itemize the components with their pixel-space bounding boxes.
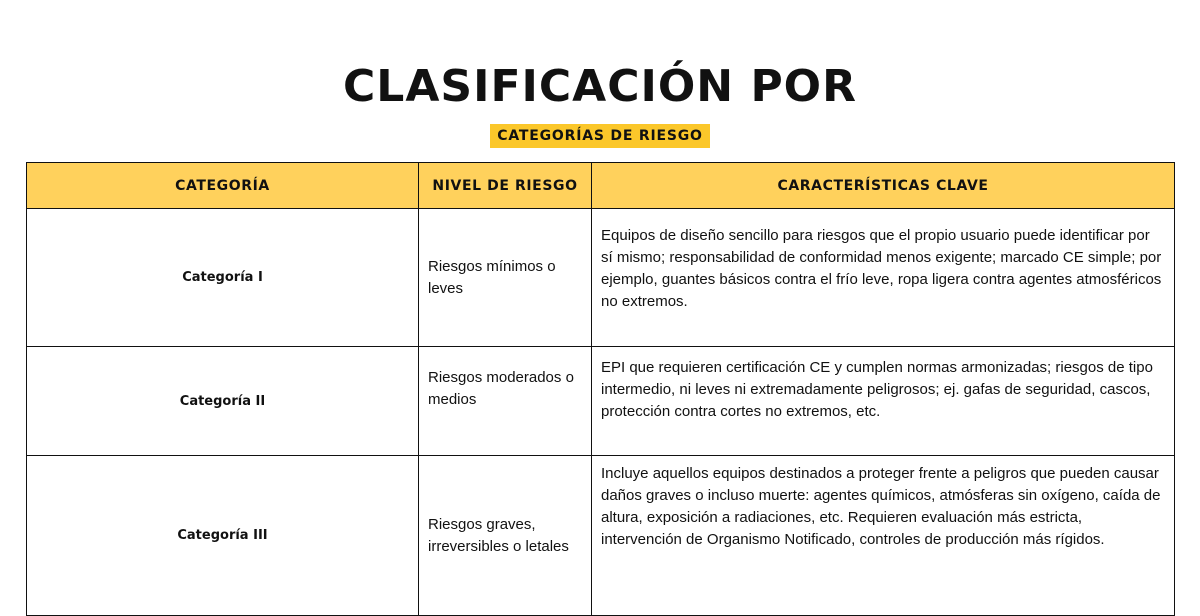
subtitle-badge: CATEGORÍAS DE RIESGO	[490, 124, 709, 148]
table-header-row	[27, 163, 1175, 209]
subtitle-container	[0, 124, 1200, 148]
cell-categoria: Categoría II	[27, 347, 419, 456]
cell-categoria: Categoría III	[27, 456, 419, 616]
cell-categoria: Categoría I	[27, 209, 419, 347]
cell-caracteristicas: Incluye aquellos equipos destinados a proteger frente a peligros que pueden causar daños graves o incluso muerte: agentes químicos, atmósferas sin oxígeno, caída de altura, exposición a radiaciones, etc. Requieren evaluación más estricta, intervención de Organismo Notificado, controles de producción más rígidos.	[592, 456, 1175, 616]
cell-caracteristicas: Equipos de diseño sencillo para riesgos que el propio usuario puede identificar por sí mismo; responsabilidad de conformidad menos exigente; marcado CE simple; por ejemplo, guantes básicos contra el frío leve, ropa ligera contra agentes atmosféricos no extremos.	[592, 209, 1175, 347]
risk-category-table	[26, 162, 1175, 616]
table-row	[27, 456, 1175, 616]
cell-nivel: Riesgos moderados o medios	[419, 347, 592, 456]
table-row	[27, 347, 1175, 456]
column-header-nivel: NIVEL DE RIESGO	[419, 163, 592, 209]
table-row	[27, 209, 1175, 347]
column-header-caracteristicas: CARACTERÍSTICAS CLAVE	[592, 163, 1175, 209]
column-header-categoria: CATEGORÍA	[27, 163, 419, 209]
cell-nivel: Riesgos mínimos o leves	[419, 209, 592, 347]
cell-caracteristicas: EPI que requieren certificación CE y cumplen normas armonizadas; riesgos de tipo intermedio, ni leves ni extremadamente peligrosos; ej. gafas de seguridad, cascos, protección contra cortes no extremos, etc.	[592, 347, 1175, 456]
page-title: CLASIFICACIÓN POR	[343, 61, 857, 112]
cell-nivel: Riesgos graves, irreversibles o letales	[419, 456, 592, 616]
